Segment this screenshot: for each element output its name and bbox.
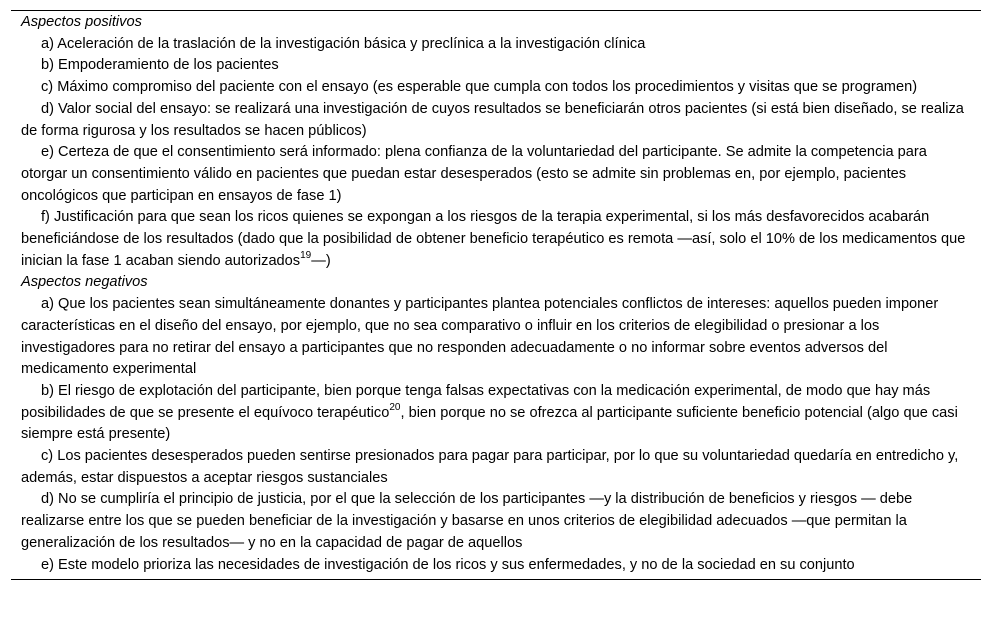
- positive-item-f-tail: —): [311, 252, 331, 269]
- negative-item-d: d) No se cumpliría el principio de justicia, por el que la selección de los participantes —y la distribución de beneficios y riesgos — debe realizarse entre los que se pueden beneficiar de la investigación y basarse en unos criterios de elegibilidad adecuados —que permitan la generalización de los resultados— y no en la capacidad de pagar de aquellos: [21, 491, 913, 551]
- negative-item-a: a) Que los pacientes sean simultáneamente donantes y participantes plantea potenciales conflictos de intereses: aquellos pueden imponer características en el diseño del ensayo, por ejemplo, que no sea comparativo o influir en los criterios de elegibilidad o presionar a los investigadores para no retirar del ensayo a participantes que no responden adecuadamente o no informar sobre eventos adversos del medicamento experimental: [21, 296, 939, 378]
- positive-item-a: a) Aceleración de la traslación de la investigación básica y preclínica a la investigación clínica: [41, 35, 646, 52]
- positive-item-b: b) Empoderamiento de los pacientes: [41, 57, 279, 74]
- positive-item-d: d) Valor social del ensayo: se realizará una investigación de cuyos resultados se beneficiarán otros pacientes (si está bien diseñado, se realiza de forma rigurosa y los resultados se hacen públicos): [21, 100, 964, 139]
- negative-item-e: e) Este modelo prioriza las necesidades de investigación de los ricos y sus enfermedades, y no de la sociedad en su conjunto: [41, 556, 855, 573]
- negative-item-b: [11, 381, 981, 446]
- positive-item-e: e) Certeza de que el consentimiento será informado: plena confianza de la voluntariedad del participante. Se admite la competencia para otorgar un consentimiento válido en pacientes que puedan estar desesperados (esto se admite sin problemas en, por ejemplo, pacientes oncológicos que participan en ensayos de fase 1): [21, 144, 927, 204]
- negative-item-c: c) Los pacientes desesperados pueden sentirse presionados para pagar para participar, por lo que su voluntariedad quedaría en entredicho y, además, estar dispuestos a aceptar riesgos sustanciales: [21, 448, 959, 486]
- reference-19: 19: [300, 249, 312, 261]
- aspects-table: [11, 10, 981, 580]
- positive-item-c: c) Máximo compromiso del paciente con el ensayo (es esperable que cumpla con todos los procedimientos y visitas que se programen): [41, 79, 918, 96]
- section-heading-negative: Aspectos negativos: [21, 274, 148, 291]
- section-heading-positive: Aspectos positivos: [21, 14, 142, 30]
- negative-item-b-tail: , bien porque no se ofrezca al participante suficiente beneficio potencial (algo que casi siempre está presente): [21, 404, 958, 443]
- negative-item-b-text: b) El riesgo de explotación del participante, bien porque tenga falsas expectativas con la medicación experimental, de modo que hay más posibilidades de que se presente el equívoco terapéutico: [21, 382, 931, 421]
- reference-20: 20: [389, 401, 401, 413]
- positive-item-f: [11, 207, 981, 272]
- positive-item-f-text: f) Justificación para que sean los ricos quienes se expongan a los riesgos de la terapia experimental, si los más desfavorecidos acabarán beneficiándose de los resultados (dado que la posibilidad de obtener beneficio terapéutico es remota —así, solo el 10% de los medicamentos que inician la fase 1 acaban siendo autorizados: [21, 209, 966, 269]
